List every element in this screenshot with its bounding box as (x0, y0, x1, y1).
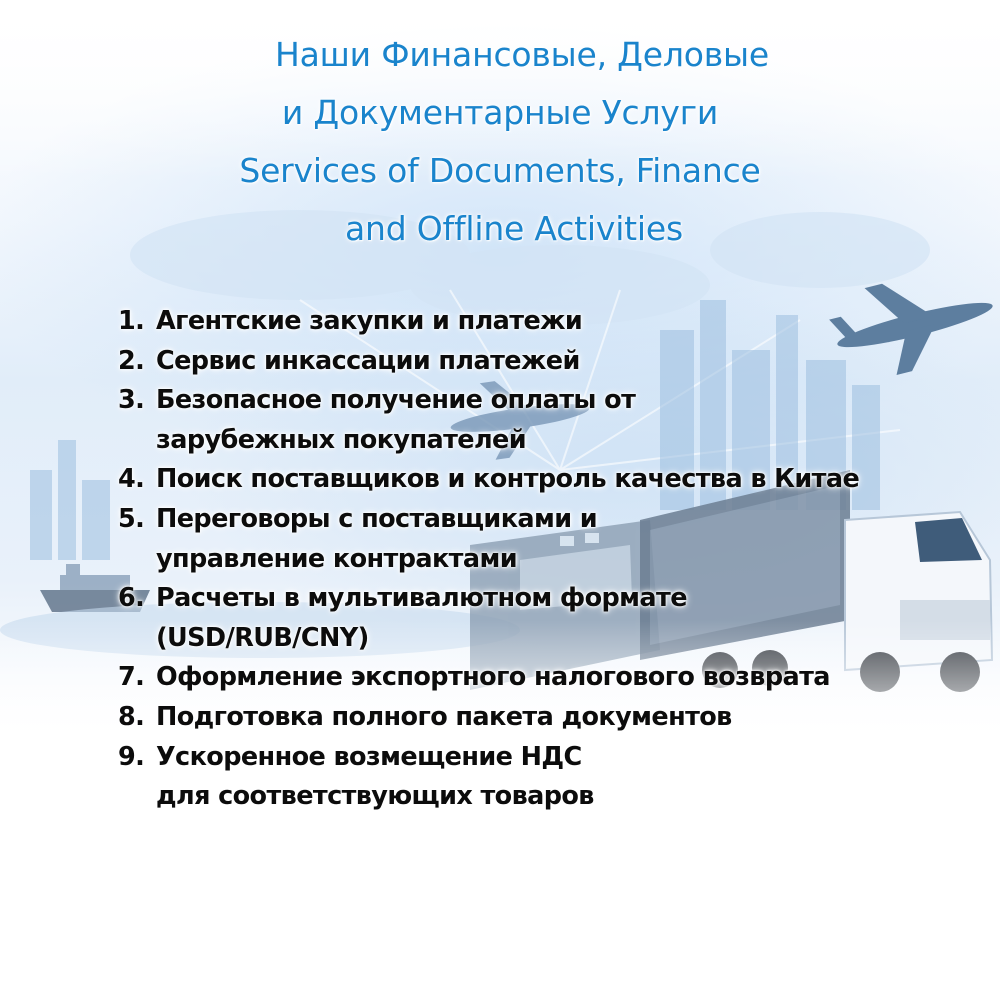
service-item (118, 738, 978, 817)
services-list (118, 302, 978, 817)
service-number: 2. (118, 345, 145, 376)
service-number: 8. (118, 701, 145, 732)
service-text: Расчеты в мультивалютном формате (USD/RUB/CNY) (156, 583, 687, 653)
service-text: Поиск поставщиков и контроль качества в Китае (156, 464, 860, 495)
service-item (118, 500, 978, 579)
service-number: 3. (118, 385, 145, 416)
heading (0, 26, 1000, 258)
service-text: Безопасное получение оплаты от зарубежных покупателей (156, 385, 636, 455)
service-text: Агентские закупки и платежи (156, 306, 583, 336)
service-item (118, 342, 978, 382)
service-number: 5. (118, 503, 145, 534)
service-number: 9. (118, 741, 145, 772)
heading-line-en-2: and Offline Activities (345, 209, 683, 248)
service-text: Ускоренное возмещение НДС для соответствующих товаров (156, 741, 594, 812)
service-item (118, 381, 978, 460)
heading-line-ru-1: Наши Финансовые, Деловые (275, 35, 769, 74)
service-number: 4. (118, 464, 145, 495)
service-text: Подготовка полного пакета документов (156, 701, 732, 732)
heading-line-en-1: Services of Documents, Finance (239, 151, 761, 190)
service-number: 7. (118, 662, 145, 693)
heading-line-ru-2: и Документарные Услуги (281, 93, 719, 132)
service-item (118, 460, 978, 500)
service-text: Переговоры с поставщиками и управление контрактами (156, 503, 598, 574)
service-number: 6. (118, 583, 145, 614)
service-number: 1. (118, 306, 145, 336)
service-text: Оформление экспортного налогового возврата (156, 662, 830, 693)
service-item (118, 698, 978, 738)
service-item (118, 579, 978, 658)
service-item (118, 302, 978, 342)
service-item (118, 658, 978, 698)
service-text: Сервис инкассации платежей (156, 345, 580, 376)
